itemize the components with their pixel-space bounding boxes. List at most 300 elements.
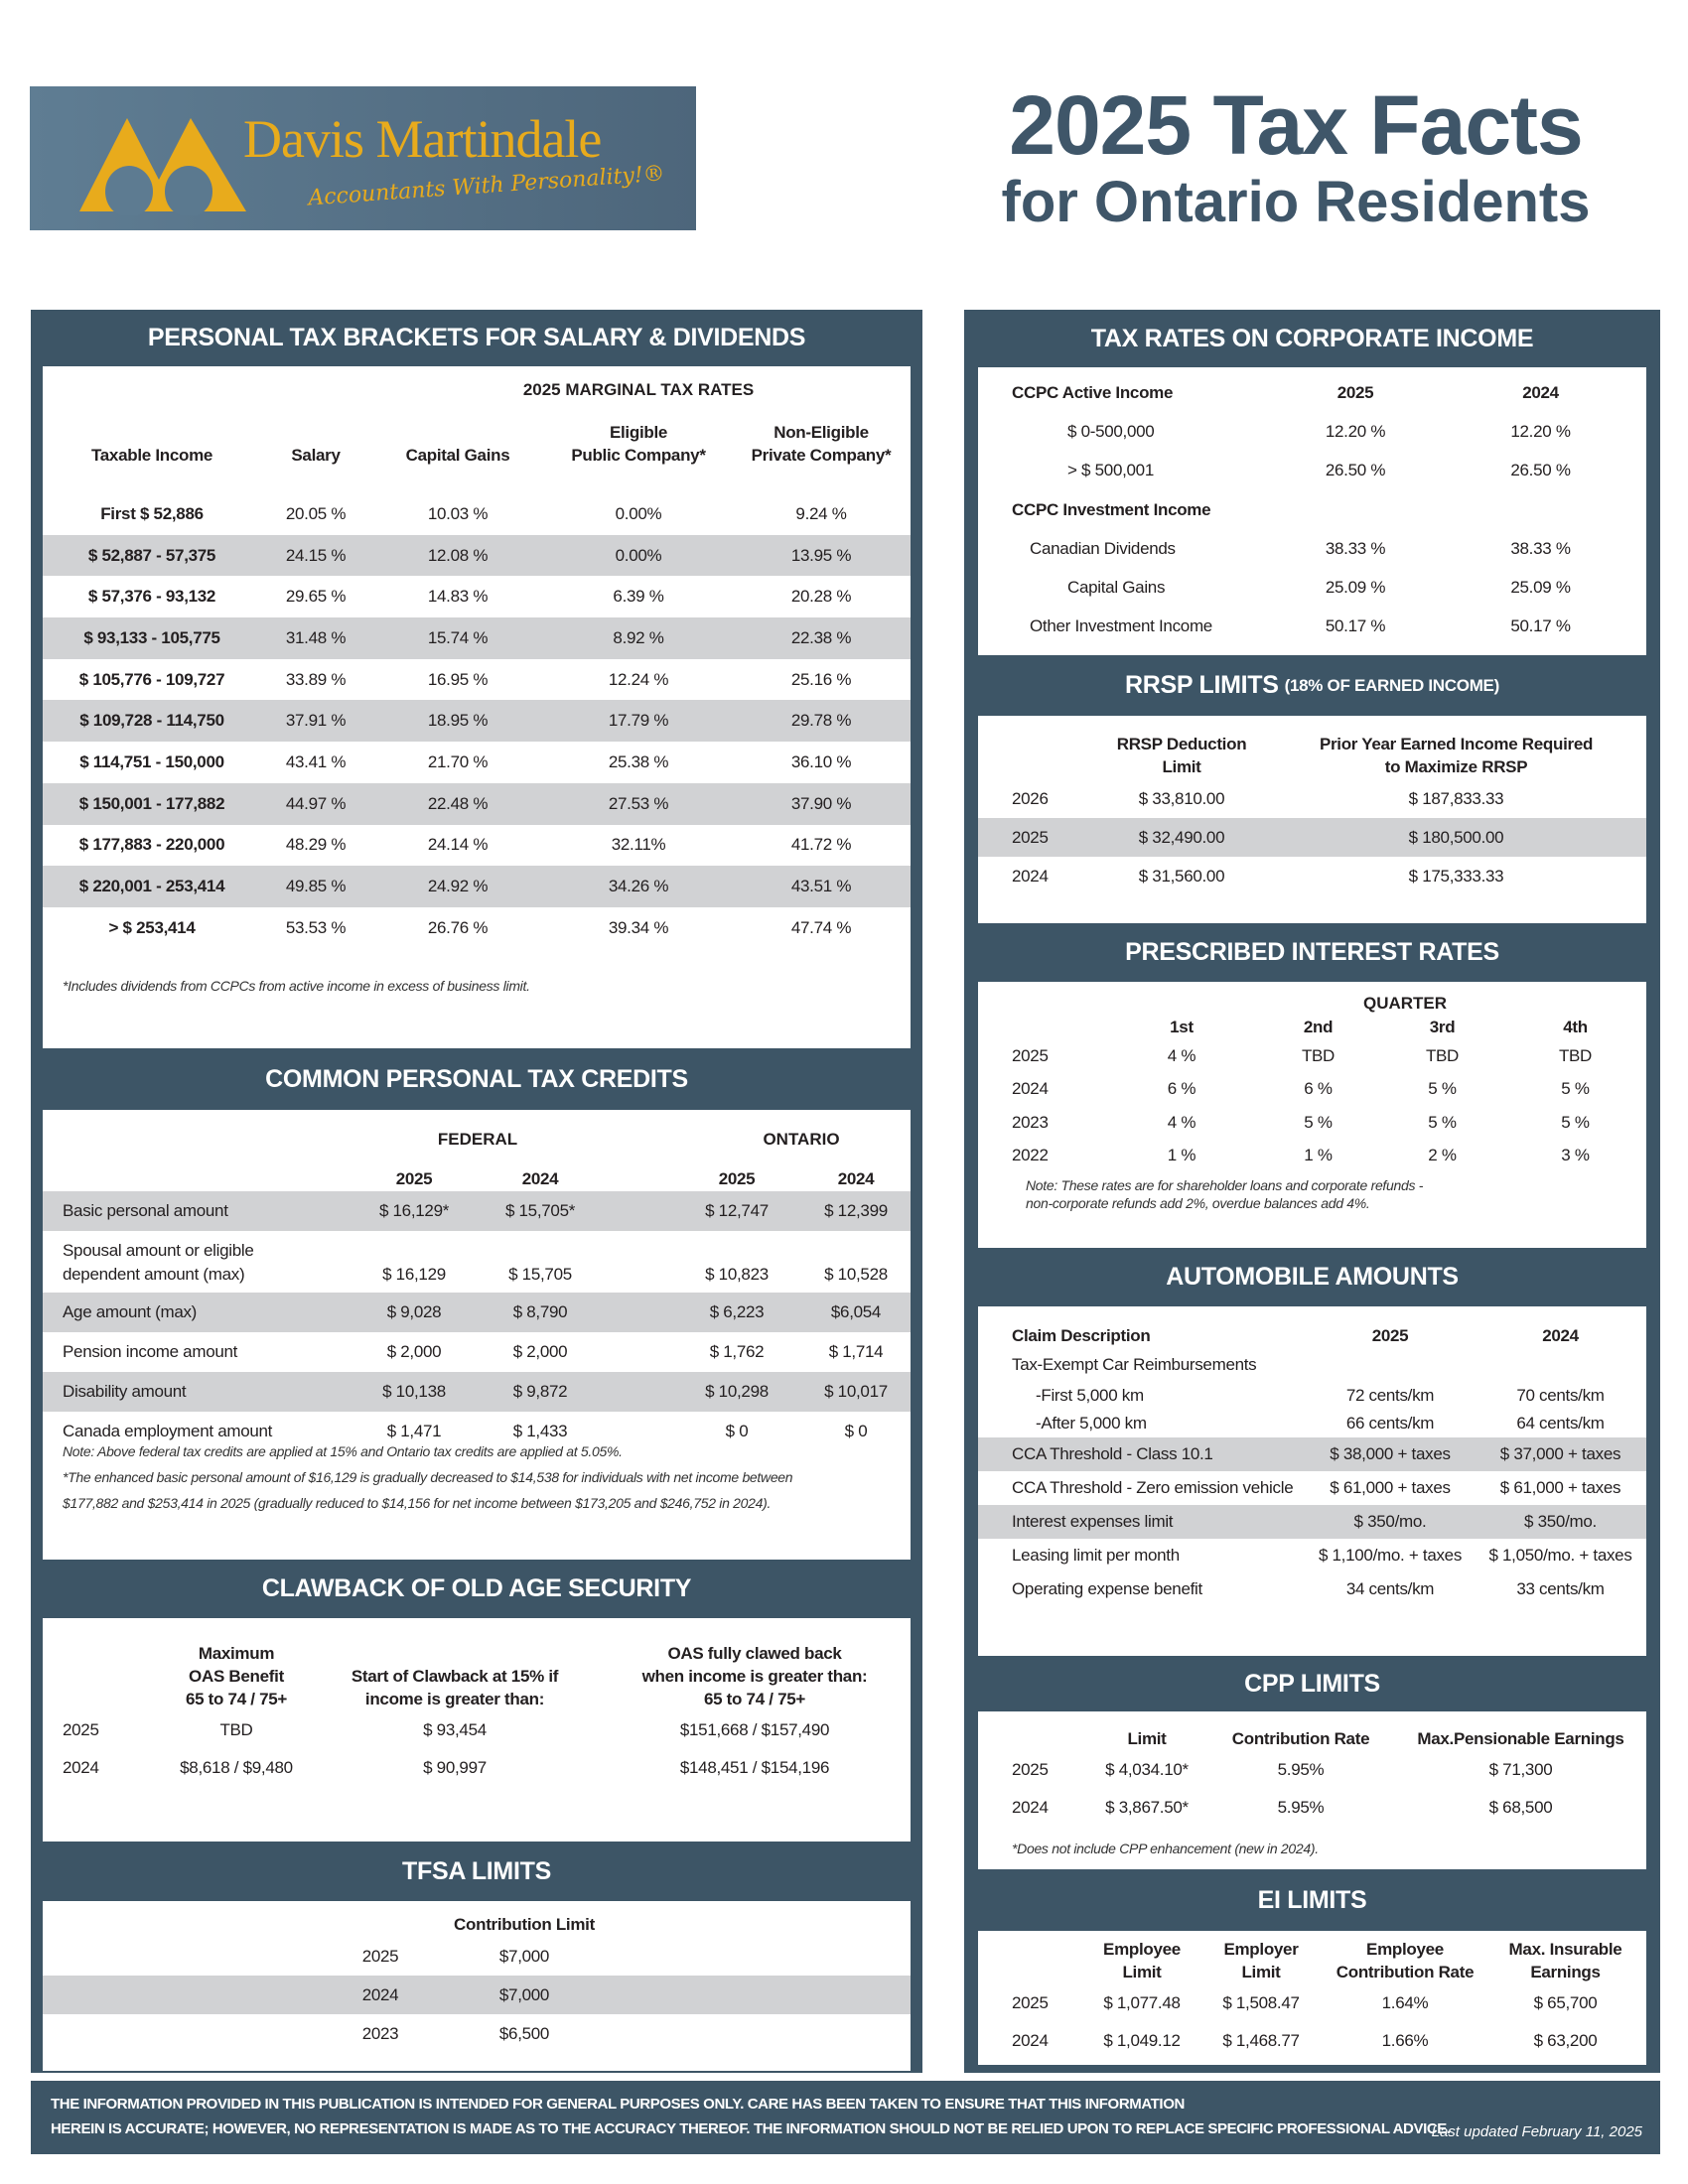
column-header: 2024 [1542,1326,1579,1346]
cell-value: $ 9,028 [351,1293,478,1332]
prescribed-note [1026,1176,1423,1212]
page-title: 2025 Tax Facts [1009,78,1583,172]
cell-value: $148,451 / $154,196 [679,1758,830,1777]
column-header: Employee Limit [1103,1940,1181,1982]
row-label: Canadian Dividends [1030,538,1176,558]
cell-value: 38.33 % [1325,538,1386,558]
row-label: 2023 [1012,1112,1049,1132]
cell-value: 22.48 % [370,783,545,825]
cell-value: 2023 [361,2023,399,2043]
table-row [978,608,1646,646]
table-row [978,1751,1646,1789]
cell-value: $ 61,000 + taxes [1330,1478,1451,1497]
cell-value: $ 1,433 [512,1422,568,1440]
cell-value: 14.83 % [427,587,489,607]
row-label: 2025 [978,818,1097,857]
cell-value: 43.51 % [732,866,911,907]
credits-notes [63,1439,792,1517]
cell-value: $ 0 [725,1422,749,1440]
cell-value: 20.05 % [285,503,347,523]
cell-value: 72 cents/km [1345,1386,1435,1405]
column-header [43,1640,162,1711]
column-header: Claim Description [1012,1326,1151,1346]
section-heading: AUTOMOBILE AMOUNTS [1166,1263,1459,1291]
cell-value: $ 9,872 [478,1372,603,1412]
page-subtitle: for Ontario Residents [1001,170,1591,234]
table-row [978,1572,1646,1606]
cell-value [599,2014,911,2053]
cell-value: $ 65,700 [1533,1993,1598,2012]
table-row [43,1749,911,1787]
cell-value: $ 350/mo. [1475,1505,1646,1539]
row-label: Pension income amount [63,1342,238,1361]
cell-value: 1.66% [1381,2031,1429,2050]
note-line: non-corporate refunds add 2%, overdue balances add 4%. [1026,1195,1370,1212]
note-line: $177,882 and $253,414 in 2025 (gradually reduced to $14,156 for net income between $173,205 and $246,752 in 2024). [63,1494,772,1511]
column-header: 4th [1563,1018,1588,1037]
cell-value: 39.34 % [608,917,669,937]
cell-value: 12.08 % [370,535,545,577]
row-label: $ 220,001 - 253,414 [43,866,261,907]
cell-value: $ 32,490.00 [1097,818,1266,857]
cell-value: 70 cents/km [1516,1386,1605,1405]
table-row [978,373,1646,412]
section-heading: CLAWBACK OF OLD AGE SECURITY [261,1574,692,1602]
cell-value: $ 63,200 [1533,2031,1598,2050]
row-label: $ 93,133 - 105,775 [43,617,261,659]
row-label: -After 5,000 km [1036,1414,1147,1433]
row-label: Spousal amount or eligible dependent amount (max) [63,1241,254,1285]
cell-value: 37.90 % [732,783,911,825]
cell-value: 21.70 % [427,751,489,771]
cell-value: $ 10,298 [672,1372,801,1412]
cell-value: $ 180,500.00 [1266,818,1646,857]
column-header: Limit [1127,1729,1167,1749]
cpp-table [978,1723,1646,1827]
cell-value: 4 % [1167,1045,1196,1065]
cell-value: 5.95% [1277,1798,1325,1817]
section-heading: PRESCRIBED INTEREST RATES [1125,938,1499,966]
table-row [978,857,1646,895]
section-heading [978,655,1646,716]
year-header: 2025 [395,1169,433,1189]
column-header: 3rd [1429,1018,1456,1037]
table-row [978,412,1646,451]
cell-value: 25.16 % [790,669,852,689]
row-label: First $ 52,886 [100,503,204,523]
disclaimer-line: HEREIN IS ACCURATE; HOWEVER, NO REPRESENTATION IS MADE AS TO THE ACCURACY THEREOF. THE INFORMATION SHOULD NOT BE RELIED UPON TO REPLACE SPECIFIC PROFESSIONAL ADVICE. [51,2119,1451,2137]
column-header: Taxable Income [90,446,213,466]
table-row [978,1539,1646,1572]
right-panel [964,310,1660,2073]
cell-value: 32.11% [611,835,666,855]
row-label: 2025 [63,1720,99,1739]
cell-value: $ 71,300 [1488,1760,1553,1779]
cell-value: 12.20 % [1325,421,1386,441]
row-label: > $ 500,001 [1067,461,1154,480]
row-label: Age amount (max) [43,1293,351,1332]
row-label: $ 0-500,000 [1067,421,1155,441]
cell-value: 12.24 % [608,669,669,689]
table-row [978,779,1646,818]
column-header [978,1935,1087,1984]
cell-value: $ 37,000 + taxes [1475,1437,1646,1471]
cell-value: 17.79 % [545,700,732,742]
cell-value: 33 cents/km [1516,1579,1605,1598]
section-heading: CPP LIMITS [1244,1669,1380,1698]
column-header: Capital Gains [405,446,510,466]
column-header: Maximum OAS Benefit 65 to 74 / 75+ [185,1644,288,1709]
ei-table [978,1935,1646,2060]
cell-value: $6,500 [498,2023,550,2043]
cell-value: $7,000 [450,1976,599,2014]
column-header: Employee Contribution Rate [1336,1940,1475,1982]
cell-value: $ 61,000 + taxes [1499,1478,1621,1497]
row-label: Operating expense benefit [1012,1579,1202,1598]
column-header [978,1723,1087,1751]
cell-value: $8,618 / $9,480 [180,1758,293,1777]
cell-value: 26.50 % [1325,461,1386,480]
table-row [43,1976,911,2014]
column-header: 2025 [1371,1326,1409,1346]
note-line: Note: Above federal tax credits are applied at 15% and Ontario tax credits are applied at 5.05%. [63,1443,623,1459]
cell-value: 64 cents/km [1516,1414,1605,1433]
cell-value: $ 1,077.48 [1103,1993,1181,2012]
column-header: Contribution Limit [454,1915,595,1935]
column-header: 2nd [1303,1018,1334,1037]
federal-header: FEDERAL [437,1130,518,1149]
cell-value: 2025 [1336,382,1374,402]
table-row [978,1073,1646,1107]
table-row [978,1789,1646,1827]
cell-value: 34 cents/km [1345,1579,1435,1598]
table-row [978,1039,1646,1073]
brackets-note: *Includes dividends from CCPCs from active income in excess of business limit. [63,978,530,994]
row-label: 2025 [1012,1760,1049,1779]
cell-value: 48.29 % [285,835,347,855]
table-row [978,1471,1646,1505]
cell-value: $ 350/mo. [1306,1505,1475,1539]
row-label: 2024 [1012,1079,1049,1099]
table-row [978,490,1646,529]
cell-value: 25.38 % [608,751,669,771]
table-row [978,529,1646,568]
table-row [978,1984,1646,2022]
row-label: Other Investment Income [1030,616,1212,636]
cell-value: $ 4,034.10* [1105,1760,1189,1779]
column-header: Start of Clawback at 15% if income is greater than: [351,1667,559,1709]
cell-value: $6,054 [801,1293,911,1332]
cell-value: $ 10,017 [801,1372,911,1412]
row-label: CCPC Active Income [1012,382,1174,402]
cell-value: 6 % [1304,1079,1333,1099]
cell-value: 43.41 % [285,751,347,771]
cell-value: $ 175,333.33 [1408,866,1504,886]
cell-value: 18.95 % [370,700,545,742]
row-label: -First 5,000 km [1036,1386,1144,1405]
section-heading: PERSONAL TAX BRACKETS FOR SALARY & DIVIDENDS [147,324,806,351]
cpp-note: *Does not include CPP enhancement (new in 2024). [1012,1841,1319,1856]
cell-value: $ 1,100/mo. + taxes [1318,1546,1463,1565]
oas-section [43,1618,911,1842]
cell-value: $ 12,747 [672,1191,801,1231]
cell-value: $ 38,000 + taxes [1306,1437,1475,1471]
cell-value: $ 10,528 [824,1265,888,1285]
table-row [978,1437,1646,1471]
row-label: $ 52,887 - 57,375 [43,535,261,577]
cell-value: 0.00% [545,535,732,577]
cell-value: 4 % [1167,1112,1196,1132]
row-label: Capital Gains [1067,578,1166,598]
marginal-rates-header: 2025 MARGINAL TAX RATES [522,380,755,399]
note-line: Note: These rates are for shareholder loans and corporate refunds - [1026,1177,1424,1193]
table-row [43,1191,911,1231]
cell-value: 3 % [1561,1146,1590,1165]
cell-value: $ 15,705 [508,1265,572,1285]
row-label: $ 150,001 - 177,882 [43,783,261,825]
cell-value: $ 1,468.77 [1222,2031,1300,2050]
cell-value: $ 8,790 [478,1293,603,1332]
column-header: Eligible Public Company* [571,423,706,466]
logo-mark-icon [79,104,248,215]
cell-value: 34.26 % [545,866,732,907]
row-label: Leasing limit per month [1012,1546,1180,1565]
column-header: 1st [1170,1018,1194,1037]
cell-value: 29.78 % [732,700,911,742]
prescribed-section [978,982,1646,1248]
row-label: $ 109,728 - 114,750 [43,700,261,742]
cell-value: 0.00% [615,503,662,523]
column-header: Salary [291,446,341,466]
year-header: 2024 [837,1169,875,1189]
cell-value: $ 187,833.33 [1408,788,1504,808]
cell-value: $ 33,810.00 [1138,788,1225,808]
table-row [43,493,911,535]
cell-value: 5 % [1428,1112,1457,1132]
table-row [43,617,911,659]
automobile-table [978,1320,1646,1606]
tax-brackets-section [43,366,911,1048]
row-label: 2025 [1012,1045,1049,1065]
cell-value: 31.48 % [261,617,370,659]
logo-tagline: Accountants With Personality!® [307,161,666,211]
last-updated: Last updated February 11, 2025 [1431,2123,1642,2140]
column-header [978,730,1097,779]
quarter-header: QUARTER [1362,994,1448,1013]
table-row [978,2022,1646,2060]
column-header: Contribution Rate [1231,1729,1370,1749]
cell-value: $ 90,997 [423,1758,487,1777]
cell-value: 9.24 % [795,503,847,523]
column-header [978,1016,1107,1039]
tax-brackets-table [43,406,911,949]
cell-value: $ 0 [844,1422,868,1440]
row-label: 2025 [1012,1993,1049,2012]
table-row [43,576,911,617]
row-label: $ 57,376 - 93,132 [87,587,216,607]
cell-value: $ 16,129* [351,1191,478,1231]
row-label: 2026 [1012,788,1049,808]
row-label: CCA Threshold - Class 10.1 [978,1437,1306,1471]
row-label: CCPC Investment Income [1012,499,1211,519]
table-row [978,1410,1646,1437]
cell-value: 5 % [1428,1079,1457,1099]
column-header: Max. Insurable Earnings [1508,1940,1622,1982]
cell-value: 5 % [1561,1112,1590,1132]
table-row [978,818,1646,857]
cell-value: 53.53 % [285,917,347,937]
table-row [978,1140,1646,1173]
cell-value: 6.39 % [613,587,664,607]
cell-value [1435,490,1646,529]
table-row [43,1372,911,1412]
note-line: *The enhanced basic personal amount of $16,129 is gradually decreased to $14,538 for individuals with net income between [63,1468,793,1485]
cell-value: 8.92 % [545,617,732,659]
cell-value: $ 16,129 [382,1265,446,1285]
column-header [43,1909,311,1937]
cell-value: $ 1,508.47 [1222,1993,1300,2012]
column-header: Max.Pensionable Earnings [1417,1729,1624,1749]
table-row [43,2014,911,2053]
row-label: > $ 253,414 [108,917,196,937]
cell-value: $ 93,454 [423,1720,487,1739]
table-row [43,742,911,783]
table-row [43,535,911,577]
cell-value: $ 1,050/mo. + taxes [1488,1546,1632,1565]
cell-value: 13.95 % [732,535,911,577]
table-row [978,1106,1646,1140]
cell-value: $ 68,500 [1488,1798,1553,1817]
cell-value: 49.85 % [261,866,370,907]
cell-value: 2024 [1522,382,1559,402]
cell-value: 33.89 % [285,669,347,689]
cell-value: 41.72 % [790,835,852,855]
oas-table [43,1640,911,1787]
cell-value: $ 15,705* [478,1191,603,1231]
cell-value: 36.10 % [790,751,852,771]
table-row [43,866,911,907]
table-row [978,568,1646,607]
table-row [978,1382,1646,1410]
table-row [43,700,911,742]
cell-value: $ 1,762 [709,1342,765,1361]
cell-value: 50.17 % [1510,616,1571,636]
cell-value: 26.50 % [1510,461,1571,480]
cell-value: 1.64% [1381,1993,1429,2012]
cell-value: 2025 [361,1946,399,1966]
table-row [43,907,911,949]
row-label: $ 105,776 - 109,727 [78,669,225,689]
row-label: CCA Threshold - Zero emission vehicle [1012,1478,1294,1497]
row-label: 2024 [1012,1798,1049,1817]
row-label [43,2014,311,2053]
cell-value: 2 % [1428,1146,1457,1165]
cell-value: 10.03 % [427,503,489,523]
cell-value: 50.17 % [1325,616,1386,636]
row-label: Interest expenses limit [978,1505,1306,1539]
row-label: Canada employment amount [63,1422,273,1440]
cell-value: 27.53 % [545,783,732,825]
cell-value: TBD [219,1720,253,1739]
cell-value: $ 31,560.00 [1138,866,1225,886]
table-row [43,783,911,825]
tfsa-section [43,1901,911,2071]
tax-credits-section [43,1110,911,1560]
cell-value: 20.28 % [790,587,852,607]
cell-value [599,1937,911,1976]
prescribed-table [978,1016,1646,1172]
cell-value: $ 12,399 [801,1191,911,1231]
cell-value: 5.95% [1277,1760,1325,1779]
section-heading: TAX RATES ON CORPORATE INCOME [1090,324,1534,352]
cell-value: 38.33 % [1510,538,1571,558]
column-header: RRSP Deduction Limit [1116,735,1247,777]
cell-value: 25.09 % [1510,578,1571,598]
column-header [311,1909,450,1937]
cell-value: 12.20 % [1510,421,1571,441]
cell-value: $ 1,049.12 [1103,2031,1181,2050]
cell-value: 6 % [1167,1079,1196,1099]
cell-value: 44.97 % [261,783,370,825]
ei-section [978,1931,1646,2065]
disclaimer-footer [31,2081,1660,2154]
cell-value: TBD [1301,1045,1336,1065]
cell-value [1475,1348,1646,1382]
table-row [978,1348,1646,1382]
cell-value: $ 1,714 [828,1342,884,1361]
table-row [978,1505,1646,1539]
column-header: Prior Year Earned Income Required to Maximize RRSP [1319,735,1594,777]
cell-value: 37.91 % [261,700,370,742]
cell-value: 25.09 % [1325,578,1386,598]
row-label: 2024 [1012,2031,1049,2050]
table-row [43,1231,911,1293]
cell-value: $151,668 / $157,490 [679,1720,830,1739]
cell-value: 47.74 % [790,917,852,937]
cell-value [599,1976,911,2014]
company-logo [30,86,696,230]
automobile-section [978,1306,1646,1656]
row-label: Basic personal amount [43,1191,351,1231]
year-header: 2024 [521,1169,559,1189]
row-label [43,1976,311,2014]
row-label: 2024 [63,1758,99,1777]
table-row [43,1711,911,1749]
table-row [43,1937,911,1976]
rrsp-heading: RRSP LIMITS [1125,671,1279,699]
year-header: 2025 [718,1169,756,1189]
cell-value: 66 cents/km [1345,1414,1435,1433]
column-header: Non-Eligible Private Company* [751,423,892,466]
row-label: 2024 [1012,866,1049,886]
row-label: Tax-Exempt Car Reimbursements [1012,1355,1257,1374]
section-heading: COMMON PERSONAL TAX CREDITS [265,1064,688,1093]
section-heading: TFSA LIMITS [402,1856,551,1885]
cell-value: $ 6,223 [672,1293,801,1332]
row-label: 2022 [1012,1146,1049,1165]
cell-value: 5 % [1304,1112,1333,1132]
rrsp-table [978,730,1646,895]
row-label: $ 114,751 - 150,000 [79,751,224,771]
cell-value: 5 % [1561,1079,1590,1099]
cell-value: $ 10,138 [351,1372,478,1412]
table-row [43,1293,911,1332]
cell-value: $ 10,823 [705,1265,769,1285]
row-label: $ 177,883 - 220,000 [78,835,225,855]
cell-value: TBD [1558,1045,1593,1065]
logo-name: Davis Martindale [243,109,602,169]
cell-value: $ 1,471 [386,1422,442,1440]
